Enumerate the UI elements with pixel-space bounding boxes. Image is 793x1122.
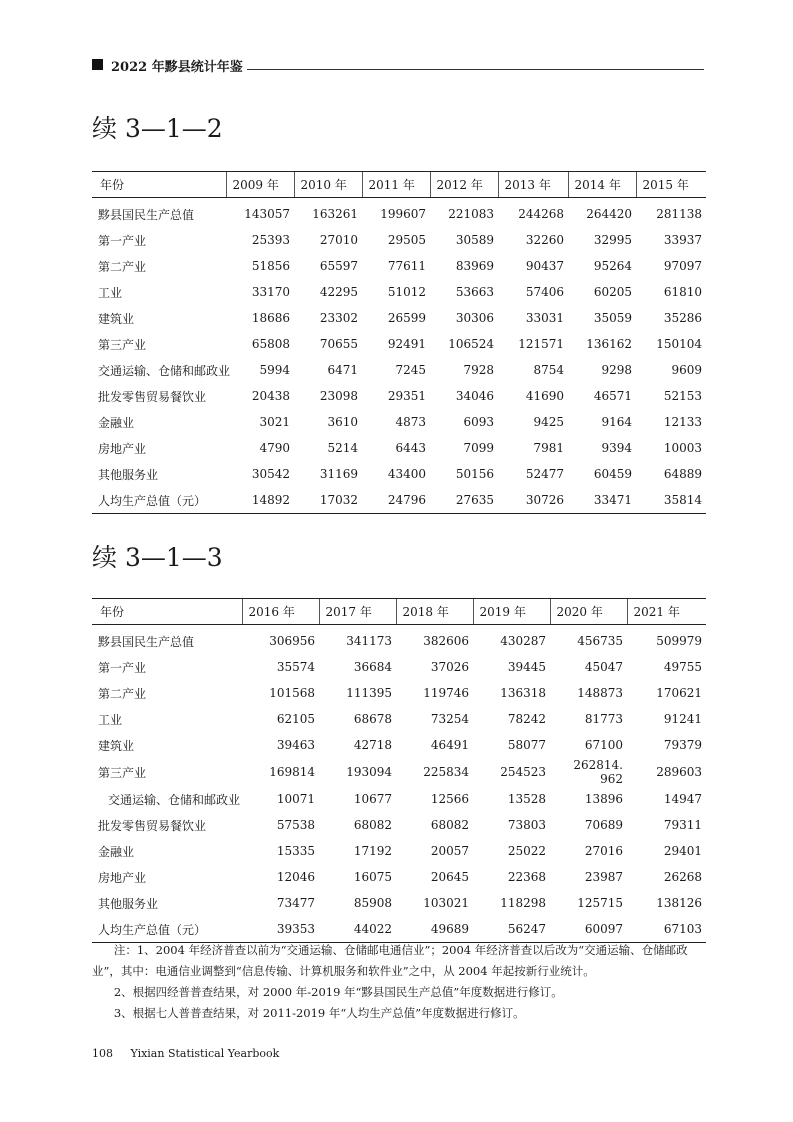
table-cell: 14947	[663, 792, 702, 806]
table-cell: 30589	[455, 233, 494, 247]
table-cell: 3021	[259, 415, 290, 429]
table-cell: 262814. 962	[573, 758, 623, 786]
table1-header-row	[92, 172, 706, 198]
table-cell: 53663	[455, 285, 494, 299]
table-cell: 138126	[656, 896, 702, 910]
table-cell: 26268	[663, 870, 702, 884]
table-cell: 7245	[395, 363, 426, 377]
table-cell: 51012	[387, 285, 426, 299]
page-number: 108	[92, 1047, 113, 1060]
table-cell: 9298	[601, 363, 632, 377]
table-cell: 30726	[498, 487, 568, 514]
table-row	[92, 357, 706, 383]
table-cell: 254523	[500, 765, 546, 779]
table-cell: 91241	[663, 712, 702, 726]
table-cell: 41690	[525, 389, 564, 403]
column-header: 2013 年	[498, 172, 568, 198]
table-cell: 306956	[269, 634, 315, 648]
table-cell: 7981	[533, 441, 564, 455]
table-cell: 15335	[276, 844, 315, 858]
table-cell: 36684	[353, 660, 392, 674]
note-2: 2、根据四经普普查结果，对 2000 年-2019 年“黟县国民生产总值”年度数据进行修订。	[113, 985, 563, 999]
row-label: 工业	[98, 285, 123, 300]
table-cell: 106524	[448, 337, 494, 351]
table-row	[92, 732, 706, 758]
table-cell: 52477	[525, 467, 564, 481]
table-cell: 32260	[525, 233, 564, 247]
table-cell: 225834	[423, 765, 469, 779]
table-cell: 118298	[500, 896, 546, 910]
table-cell: 39463	[276, 738, 315, 752]
table-row	[92, 435, 706, 461]
table-cell: 44022	[319, 916, 396, 943]
table-cell: 58077	[507, 738, 546, 752]
table-cell: 73254	[430, 712, 469, 726]
table-cell: 57538	[276, 818, 315, 832]
table-cell: 289603	[656, 765, 702, 779]
table-cell: 6471	[327, 363, 358, 377]
table-cell: 136162	[586, 337, 632, 351]
table-cell: 67100	[584, 738, 623, 752]
table-cell: 6093	[463, 415, 494, 429]
row-label: 批发零售贸易餐饮业	[98, 389, 207, 404]
table-cell: 33031	[525, 311, 564, 325]
table-cell: 9164	[601, 415, 632, 429]
table-cell: 4790	[259, 441, 290, 455]
column-header: 2012 年	[430, 172, 498, 198]
table-cell: 30306	[455, 311, 494, 325]
table-row	[92, 890, 706, 916]
table-cell: 244268	[518, 207, 564, 221]
header-rule	[247, 69, 704, 70]
table-row	[92, 461, 706, 487]
table-row	[92, 227, 706, 253]
table-cell: 8754	[533, 363, 564, 377]
footer-book-title: Yixian Statistical Yearbook	[130, 1047, 280, 1060]
table-3-1-2	[92, 171, 706, 514]
table-3-1-3	[92, 598, 706, 943]
table-cell: 148873	[577, 686, 623, 700]
table-row	[92, 198, 706, 228]
table-cell: 83969	[455, 259, 494, 273]
table-cell: 27635	[430, 487, 498, 514]
row-label: 批发零售贸易餐饮业	[98, 818, 207, 833]
table-cell: 264420	[586, 207, 632, 221]
table-row	[92, 487, 706, 514]
table-cell: 9609	[671, 363, 702, 377]
table-row	[92, 383, 706, 409]
table-cell: 81773	[584, 712, 623, 726]
table1-title: 续 3—1—2	[92, 114, 223, 143]
table-cell: 73803	[507, 818, 546, 832]
table-cell: 57406	[525, 285, 564, 299]
table-cell: 20645	[430, 870, 469, 884]
table-cell: 103021	[423, 896, 469, 910]
table-cell: 20057	[430, 844, 469, 858]
row-label: 房地产业	[98, 441, 147, 456]
table-cell: 68082	[430, 818, 469, 832]
table-cell: 65808	[251, 337, 290, 351]
table-cell: 51856	[251, 259, 290, 273]
table-cell: 45047	[584, 660, 623, 674]
table-cell: 4873	[395, 415, 426, 429]
column-header: 2021 年	[627, 599, 706, 625]
table-cell: 111395	[346, 686, 392, 700]
row-label: 第三产业	[98, 337, 147, 352]
table-cell: 9394	[601, 441, 632, 455]
row-label: 黟县国民生产总值	[98, 634, 195, 649]
table-cell: 27016	[584, 844, 623, 858]
table-cell: 31169	[319, 467, 358, 481]
table-cell: 22368	[507, 870, 546, 884]
header-title: 2022 年黟县统计年鉴	[111, 60, 243, 75]
row-label: 金融业	[98, 844, 135, 859]
table-row	[92, 279, 706, 305]
table-cell: 92491	[387, 337, 426, 351]
row-label: 第二产业	[98, 259, 147, 274]
table-cell: 20438	[251, 389, 290, 403]
table-cell: 60205	[593, 285, 632, 299]
table-cell: 37026	[430, 660, 469, 674]
column-header: 2017 年	[319, 599, 396, 625]
row-label: 第一产业	[98, 233, 147, 248]
table-cell: 23302	[319, 311, 358, 325]
table-cell: 150104	[656, 337, 702, 351]
row-label: 工业	[98, 712, 123, 727]
table-cell: 39445	[507, 660, 546, 674]
table-cell: 85908	[353, 896, 392, 910]
table-row	[92, 758, 706, 786]
row-label: 第一产业	[98, 660, 147, 675]
table-row	[92, 625, 706, 655]
table-cell: 125715	[577, 896, 623, 910]
table-cell: 61810	[663, 285, 702, 299]
header-square-icon	[92, 59, 103, 70]
table-cell: 79311	[663, 818, 702, 832]
table-cell: 16075	[353, 870, 392, 884]
table-cell: 73477	[276, 896, 315, 910]
table-cell: 70689	[584, 818, 623, 832]
table-cell: 67103	[627, 916, 706, 943]
table-cell: 163261	[312, 207, 358, 221]
table-cell: 9425	[533, 415, 564, 429]
table-cell: 95264	[593, 259, 632, 273]
row-label: 人均生产总值（元）	[92, 916, 242, 943]
table-cell: 62105	[276, 712, 315, 726]
table-cell: 25022	[507, 844, 546, 858]
table-cell: 79379	[663, 738, 702, 752]
table-cell: 281138	[656, 207, 702, 221]
table-cell: 17032	[294, 487, 362, 514]
table-row	[92, 706, 706, 732]
table-cell: 12133	[663, 415, 702, 429]
table-cell: 12566	[430, 792, 469, 806]
table-cell: 42295	[319, 285, 358, 299]
table-cell: 65597	[319, 259, 358, 273]
table-cell: 46491	[430, 738, 469, 752]
table-row	[92, 331, 706, 357]
row-label: 建筑业	[98, 311, 135, 326]
table-cell: 34046	[455, 389, 494, 403]
table-cell: 13528	[507, 792, 546, 806]
column-header: 年份	[92, 599, 242, 625]
table-cell: 78242	[507, 712, 546, 726]
table-row	[92, 838, 706, 864]
row-label: 其他服务业	[98, 896, 159, 911]
column-header: 2009 年	[226, 172, 294, 198]
row-label: 第三产业	[98, 765, 147, 780]
column-header: 2015 年	[636, 172, 706, 198]
table-cell: 24796	[362, 487, 430, 514]
table-cell: 12046	[276, 870, 315, 884]
table-cell: 90437	[525, 259, 564, 273]
table-cell: 3610	[327, 415, 358, 429]
table-cell: 5994	[259, 363, 290, 377]
page-footer	[92, 1047, 279, 1060]
table-cell: 5214	[327, 441, 358, 455]
table-cell: 49755	[663, 660, 702, 674]
notes	[92, 940, 706, 1024]
table-cell: 382606	[423, 634, 469, 648]
table-row	[92, 654, 706, 680]
table-cell: 18686	[251, 311, 290, 325]
table-cell: 6443	[395, 441, 426, 455]
table-cell: 199607	[380, 207, 426, 221]
table-cell: 10071	[276, 792, 315, 806]
table-cell: 77611	[387, 259, 426, 273]
table-cell: 136318	[500, 686, 546, 700]
table-row	[92, 786, 706, 812]
table-cell: 29351	[387, 389, 426, 403]
table-cell: 35286	[663, 311, 702, 325]
table-cell: 10003	[663, 441, 702, 455]
table-cell: 68678	[353, 712, 392, 726]
note-3: 3、根据七人普普查结果，对 2011-2019 年“人均生产总值”年度数据进行修订。	[113, 1006, 525, 1020]
column-header: 2011 年	[362, 172, 430, 198]
table-cell: 221083	[448, 207, 494, 221]
table-cell: 30542	[251, 467, 290, 481]
table-cell: 456735	[577, 634, 623, 648]
table-cell: 7928	[463, 363, 494, 377]
table-cell: 14892	[226, 487, 294, 514]
table-cell: 33937	[663, 233, 702, 247]
table-cell: 23098	[319, 389, 358, 403]
table-cell: 25393	[251, 233, 290, 247]
table-cell: 143057	[244, 207, 290, 221]
table-cell: 29401	[663, 844, 702, 858]
table-row	[92, 864, 706, 890]
table-cell: 10677	[353, 792, 392, 806]
table-cell: 56247	[473, 916, 550, 943]
table-cell: 43400	[387, 467, 426, 481]
note-1: 注：1、2004 年经济普查以前为“交通运输、仓储邮电通信业”；2004 年经济普查以后改为“交通运输、仓储邮政业”，其中：电通信业调整到“信息传输、计算机服务和软件业”之中，从 2004 年起按新行业统计。	[92, 943, 688, 978]
table-row	[92, 253, 706, 279]
table-cell: 101568	[269, 686, 315, 700]
column-header: 2020 年	[550, 599, 627, 625]
column-header: 年份	[92, 172, 226, 198]
table-cell: 39353	[242, 916, 319, 943]
table-cell: 17192	[353, 844, 392, 858]
row-label: 交通运输、仓储和邮政业	[98, 363, 231, 378]
table-row	[92, 680, 706, 706]
row-label: 其他服务业	[98, 467, 159, 482]
table-cell: 60459	[593, 467, 632, 481]
table-cell: 49689	[396, 916, 473, 943]
row-label: 金融业	[98, 415, 135, 430]
table-cell: 33471	[568, 487, 636, 514]
table-cell: 35814	[636, 487, 706, 514]
table-cell: 509979	[656, 634, 702, 648]
table-cell: 50156	[455, 467, 494, 481]
table-cell: 70655	[319, 337, 358, 351]
column-header: 2016 年	[242, 599, 319, 625]
table-cell: 341173	[346, 634, 392, 648]
table-cell: 35574	[276, 660, 315, 674]
table-cell: 68082	[353, 818, 392, 832]
table2-header-row	[92, 599, 706, 625]
table-cell: 97097	[663, 259, 702, 273]
table-cell: 29505	[387, 233, 426, 247]
column-header: 2014 年	[568, 172, 636, 198]
table-cell: 13896	[584, 792, 623, 806]
row-label: 人均生产总值（元）	[92, 487, 226, 514]
table-cell: 26599	[387, 311, 426, 325]
table-cell: 35059	[593, 311, 632, 325]
table-cell: 60097	[550, 916, 627, 943]
table-cell: 170621	[656, 686, 702, 700]
table-row	[92, 812, 706, 838]
table-cell: 430287	[500, 634, 546, 648]
row-label: 交通运输、仓储和邮政业	[108, 792, 241, 807]
row-label: 房地产业	[98, 870, 147, 885]
column-header: 2018 年	[396, 599, 473, 625]
row-label: 建筑业	[98, 738, 135, 753]
table-cell: 27010	[319, 233, 358, 247]
table-cell: 193094	[346, 765, 392, 779]
table-row	[92, 409, 706, 435]
row-label: 第二产业	[98, 686, 147, 701]
table-row	[92, 305, 706, 331]
table-row	[92, 916, 706, 943]
table-cell: 7099	[463, 441, 494, 455]
table2-title: 续 3—1—3	[92, 543, 223, 572]
table-cell: 52153	[663, 389, 702, 403]
running-header	[92, 56, 704, 76]
table-cell: 33170	[251, 285, 290, 299]
row-label: 黟县国民生产总值	[98, 207, 195, 222]
table-cell: 23987	[584, 870, 623, 884]
table-cell: 119746	[423, 686, 469, 700]
table-cell: 169814	[269, 765, 315, 779]
table-cell: 64889	[663, 467, 702, 481]
table-cell: 121571	[518, 337, 564, 351]
table-cell: 46571	[593, 389, 632, 403]
column-header: 2010 年	[294, 172, 362, 198]
column-header: 2019 年	[473, 599, 550, 625]
table-cell: 42718	[353, 738, 392, 752]
table-cell: 32995	[593, 233, 632, 247]
